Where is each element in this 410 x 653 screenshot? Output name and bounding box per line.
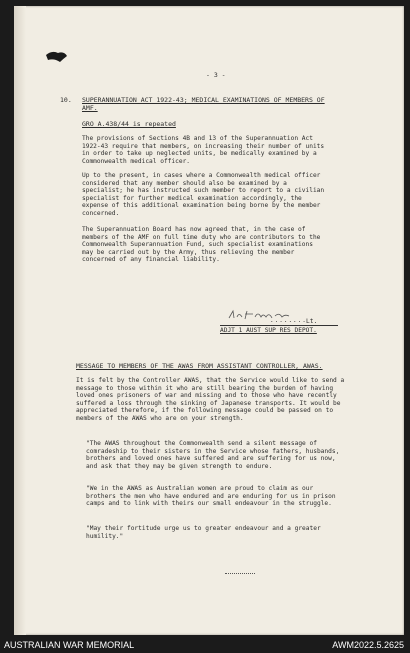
message-intro: It is felt by the Controller AWAS, that the Service would like to send a message to those within it who are still bearing the burden of having loved ones prisoners of war and missing and to those who have recently suffered a loss through the sinking of Japanese transports. It would be appreciated therefore, if the following message could be passed on to members of the AWAS who are on your strength.: [76, 377, 345, 422]
paragraph-2: Up to the present, in cases where a Commonwealth medical officer considered that any member should also be examined by a specialist; he has instructed such member to report to a civilian specialist for further medical examination accordingly, the expense of this additional examination being borne by the member concerned.: [82, 172, 325, 217]
section-heading: SUPERANNUATION ACT 1922-43; MEDICAL EXAMINATIONS OF MEMBERS OF AMF.: [82, 96, 325, 112]
item-number: 10.: [60, 96, 72, 104]
archive-footer: [0, 636, 410, 653]
message-quote-2: "We in the AWAS as Australian women are proud to claim as our brothers the men who have endured and are enduring for us in prison camps and to link with theirs our small endeavour in the struggle.: [86, 485, 336, 508]
message-quote-3: "May their fortitude urge us to greater endeavour and a greater humility.": [86, 525, 321, 540]
signature-dots: ........: [270, 317, 307, 324]
signature-unit: ADJT 1 AUST SUP RES DEPOT.: [220, 327, 317, 334]
page-number: - 3 -: [206, 71, 226, 79]
message-heading: MESSAGE TO MEMBERS OF THE AWAS FROM ASSISTANT CONTROLLER, AWAS.: [76, 362, 323, 370]
message-quote-1: "The AWAS throughout the Commonwealth send a silent message of comradeship to their sisters in the Service whose fathers, husbands, brothers and loved ones have suffered and are suffering for us now, and ask that they may be given strength to endure.: [86, 440, 340, 470]
signature-rank: Lt.: [306, 318, 318, 325]
footer-source: AUSTRALIAN WAR MEMORIAL: [4, 640, 135, 650]
reference-line: GRO A.438/44 is repeated: [82, 120, 176, 128]
signature-line: [220, 325, 338, 326]
end-mark: [225, 573, 255, 574]
paragraph-1: The provisions of Sections 4B and 13 of the Superannuation Act 1922-43 require that members, on increasing their number of units in order to take up neglected units, be medically examined by a Commonwealth medical officer.: [82, 135, 325, 165]
paragraph-3: The Superannuation Board has now agreed that, in the case of members of the AMF on full time duty who are contributors to the Commonwealth Superannuation Fund, such specialist examinations may be carried out by the Army, thus relieving the member concerned of any financial liability.: [82, 226, 321, 264]
page-edge-shadow: [14, 6, 26, 635]
punch-hole-mark: [44, 49, 68, 63]
footer-accession: AWM2022.5.2625: [332, 640, 404, 650]
